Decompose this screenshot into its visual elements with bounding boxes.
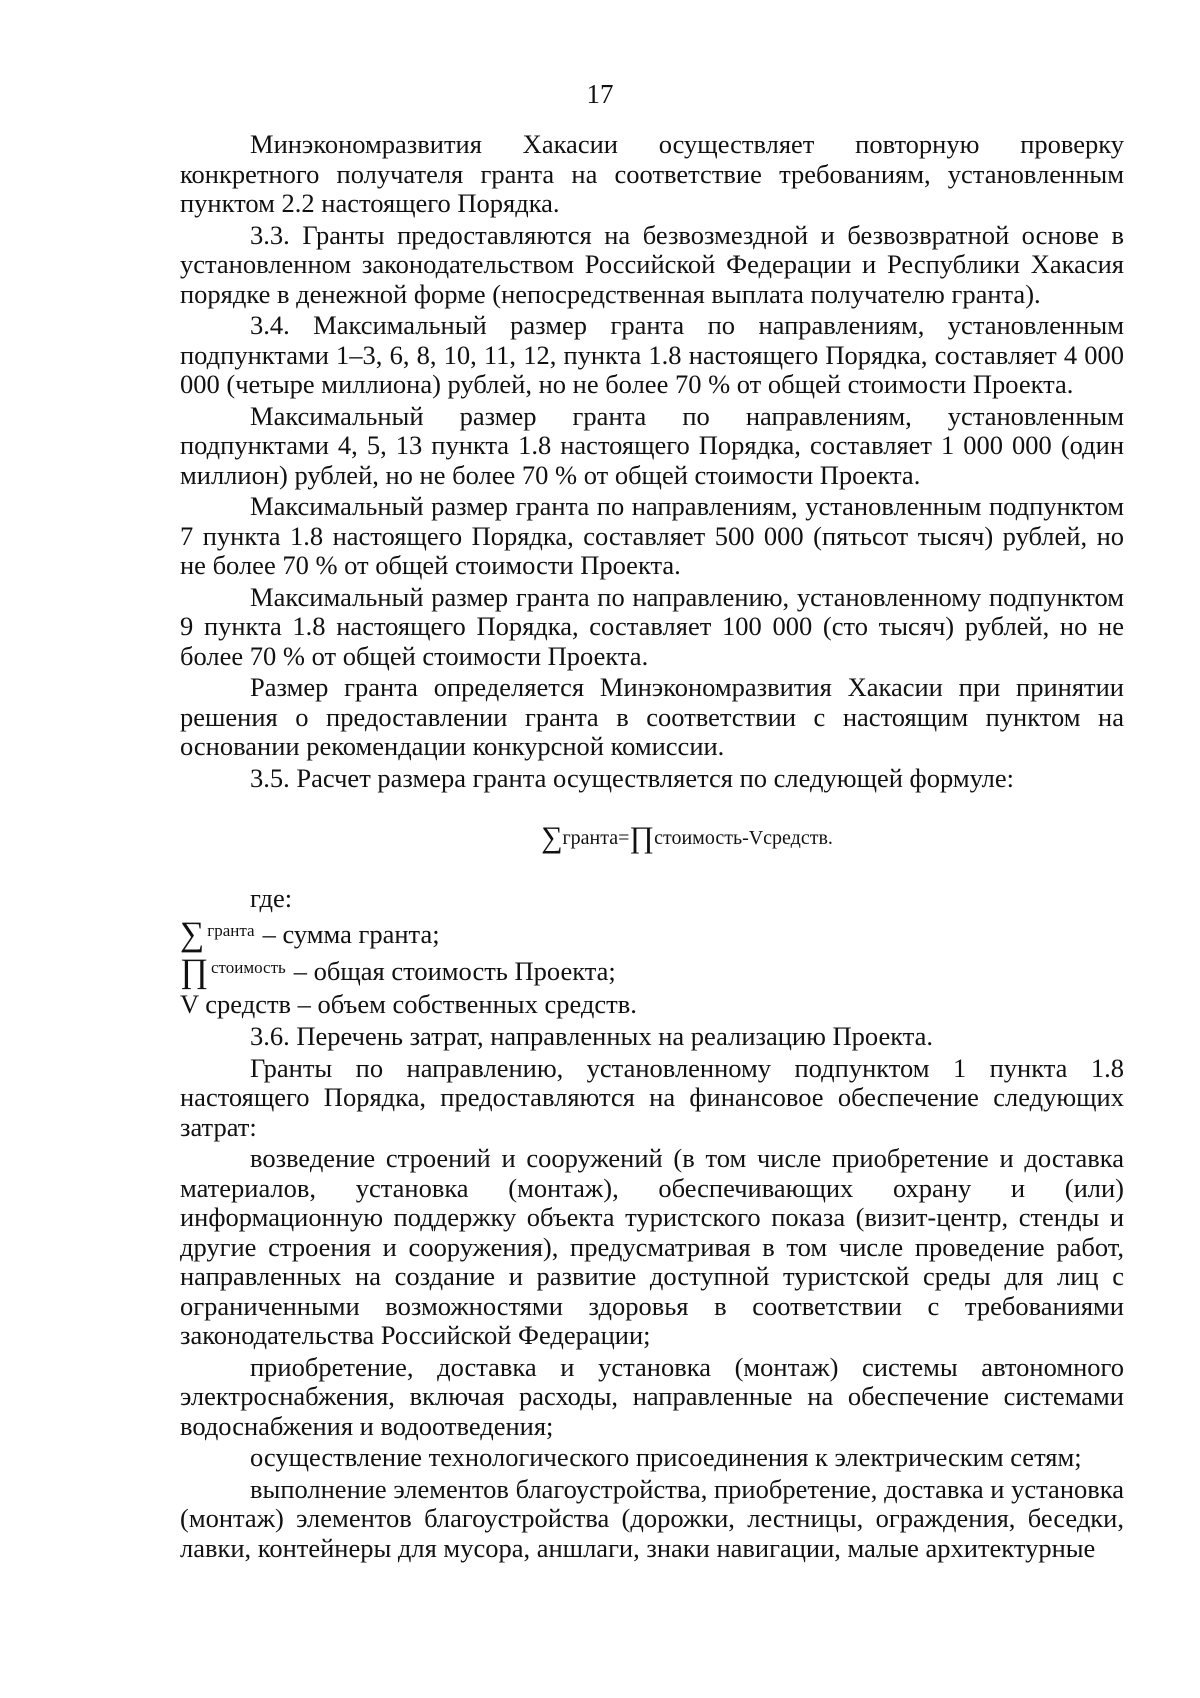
paragraph: возведение строений и сооружений (в том числе приобретение и доставка материалов, установка (монтаж), обеспечивающих охрану и (или) информационную поддержку объекта туристского показа (визит-центр, стенды и другие строения и сооружения), предусматривая в том числе проведение работ, направленных на создание и развитие доступной туристской среды для лиц с ограниченными возможностями здоровья в соответствии с требованиями законодательства Российской Федерации; — [180, 1143, 1124, 1350]
product-symbol: ∏ — [629, 821, 655, 854]
paragraph: Максимальный размер гранта по направлению, установленному подпунктом 9 пункта 1.8 настоящего Порядка, составляет 100 000 (сто тысяч) рублей, но не более 70 % от общей стоимости Проекта. — [180, 581, 1124, 671]
paragraph-3-6: 3.6. Перечень затрат, направленных на реализацию Проекта. — [250, 1021, 934, 1051]
paragraph-3-5: 3.5. Расчет размера гранта осуществляется по следующей формуле: — [250, 762, 1015, 793]
formula-sum-sub: гранта — [562, 827, 619, 849]
definition-sum — [180, 915, 1124, 953]
product-symbol: ∏ — [180, 953, 208, 990]
sum-symbol: ∑ — [180, 916, 205, 953]
definition-sub: гранта — [207, 921, 255, 940]
formula-trail: . — [827, 827, 833, 849]
paragraph: Максимальный размер гранта по направлениям, установленным подпунктами 4, 5, 13 пункта 1.8 настоящего Порядка, составляет 1 000 000 (один миллион) рублей, но не более 70 % от общей стоимости Проекта. — [180, 400, 1124, 490]
definition-text: – сумма гранта; — [262, 919, 440, 949]
where-label: где: — [250, 883, 293, 913]
formula-equals: = — [618, 827, 630, 849]
paragraph: Максимальный размер гранта по направлениям, установленным подпунктом 7 пункта 1.8 настоящего Порядка, составляет 500 000 (пятьсот тысяч) рублей, но не более 70 % от общей стоимости Проекта. — [180, 491, 1124, 580]
formula-minus: - — [742, 827, 749, 849]
page-number: 17 — [586, 79, 614, 109]
definition-cost — [180, 952, 1124, 990]
definition-own-funds — [180, 989, 1124, 1020]
formula-v-term: Vсредств — [748, 827, 828, 849]
paragraph: Минэкономразвития Хакасии осуществляет повторную проверку конкретного получателя гранта на соответствие требованиям, установленным пунктом 2.2 настоящего Порядка. — [180, 129, 1124, 218]
definition-text: – общая стоимость Проекта; — [293, 956, 616, 986]
paragraph: выполнение элементов благоустройства, приобретение, доставка и установка (монтаж) элементов благоустройства (дорожки, лестницы, ограждения, беседки, лавки, контейнеры для мусора, аншлаги, знаки навигации, малые архитектурные — [180, 1473, 1124, 1563]
paragraph: приобретение, доставка и установка (монтаж) системы автономного электроснабжения, включая расходы, направленные на обеспечение системами водоснабжения и водоотведения; — [180, 1351, 1124, 1441]
sum-symbol: ∑ — [541, 821, 563, 854]
paragraph-3-4: 3.4. Максимальный размер гранта по направлениям, установленным подпунктами 1–3, 6, 8, 10, 11, 12, пункта 1.8 настоящего Порядка, составляет 4 000 000 (четыре миллиона) рублей, но не более 70 % от общей стоимости Проекта. — [180, 310, 1124, 399]
paragraph-3-3: 3.3. Гранты предоставляются на безвозмездной и безвозвратной основе в установленном законодательством Российской Федерации и Республики Хакасия порядке в денежной форме (непосредственная выплата получателю гранта). — [180, 219, 1124, 309]
document-body — [180, 130, 1124, 1565]
grant-formula — [180, 795, 1124, 877]
paragraph: Размер гранта определяется Минэкономразвития Хакасии при принятии решения о предоставлении гранта в соответствии с настоящим пунктом на основании рекомендации конкурсной комиссии. — [180, 672, 1124, 761]
formula-prod-sub: стоимость — [654, 827, 743, 849]
paragraph: осуществление технологического присоединения к электрическим сетям; — [250, 1442, 1082, 1472]
paragraph: Гранты по направлению, установленному подпунктом 1 пункта 1.8 настоящего Порядка, предоставляются на финансовое обеспечение следующих затрат: — [180, 1052, 1124, 1142]
definition-text: V средств – объем собственных средств. — [180, 989, 637, 1019]
definition-sub: стоимость — [211, 958, 286, 977]
